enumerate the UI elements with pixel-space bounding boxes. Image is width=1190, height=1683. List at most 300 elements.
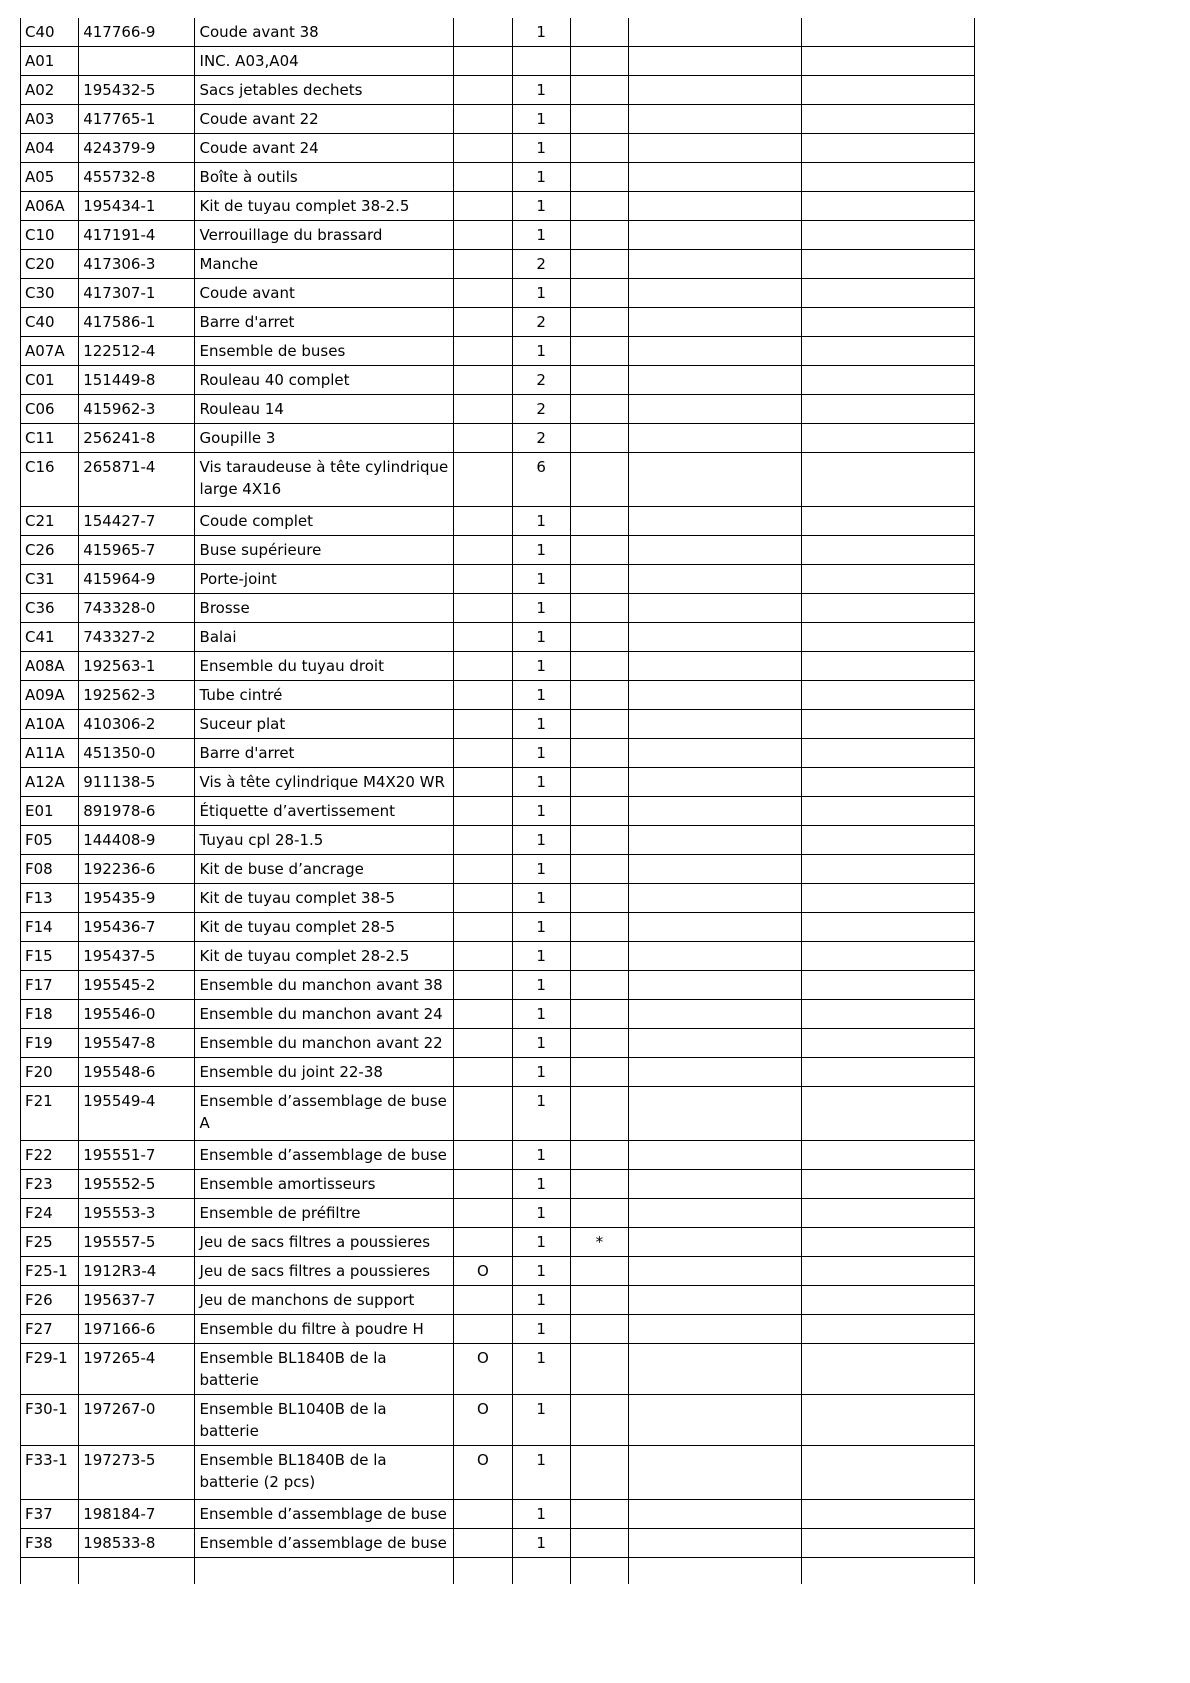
option-mark-cell bbox=[454, 18, 512, 47]
item-number-cell: F18 bbox=[21, 1000, 79, 1029]
blank-cell bbox=[802, 710, 975, 739]
table-row bbox=[21, 1344, 975, 1395]
blank-cell bbox=[628, 623, 802, 652]
note-cell bbox=[570, 855, 628, 884]
blank-cell bbox=[802, 453, 975, 507]
quantity-cell: 1 bbox=[512, 681, 570, 710]
part-number-cell: 417586-1 bbox=[79, 308, 194, 337]
quantity-cell: 1 bbox=[512, 971, 570, 1000]
description-cell bbox=[194, 1558, 454, 1584]
option-mark-cell bbox=[454, 1228, 512, 1257]
table-row bbox=[21, 565, 975, 594]
item-number-cell: A09A bbox=[21, 681, 79, 710]
description-cell: Ensemble du filtre à poudre H bbox=[194, 1315, 454, 1344]
option-mark-cell bbox=[454, 221, 512, 250]
note-cell bbox=[570, 681, 628, 710]
table-row bbox=[21, 1395, 975, 1446]
description-cell: Tuyau cpl 28-1.5 bbox=[194, 826, 454, 855]
item-number-cell: F17 bbox=[21, 971, 79, 1000]
description-cell: INC. A03,A04 bbox=[194, 47, 454, 76]
blank-cell bbox=[628, 250, 802, 279]
quantity-cell: 2 bbox=[512, 308, 570, 337]
item-number-cell: C10 bbox=[21, 221, 79, 250]
description-cell: Ensemble BL1840B de la batterie bbox=[194, 1344, 454, 1395]
description-cell: Ensemble de préfiltre bbox=[194, 1199, 454, 1228]
blank-cell bbox=[802, 47, 975, 76]
part-number-cell bbox=[79, 47, 194, 76]
description-cell: Ensemble amortisseurs bbox=[194, 1170, 454, 1199]
blank-cell bbox=[628, 192, 802, 221]
item-number-cell: E01 bbox=[21, 797, 79, 826]
blank-cell bbox=[628, 395, 802, 424]
blank-cell bbox=[802, 855, 975, 884]
part-number-cell: 192562-3 bbox=[79, 681, 194, 710]
quantity-cell: 1 bbox=[512, 1141, 570, 1170]
blank-cell bbox=[802, 1199, 975, 1228]
table-row bbox=[21, 1257, 975, 1286]
blank-cell bbox=[628, 1000, 802, 1029]
note-cell bbox=[570, 739, 628, 768]
note-cell bbox=[570, 424, 628, 453]
part-number-cell: 197267-0 bbox=[79, 1395, 194, 1446]
blank-cell bbox=[628, 1141, 802, 1170]
blank-cell bbox=[802, 1558, 975, 1584]
blank-cell bbox=[628, 308, 802, 337]
description-cell: Sacs jetables dechets bbox=[194, 76, 454, 105]
quantity-cell: 1 bbox=[512, 1000, 570, 1029]
option-mark-cell bbox=[454, 971, 512, 1000]
option-mark-cell bbox=[454, 1529, 512, 1558]
description-cell: Ensemble BL1040B de la batterie bbox=[194, 1395, 454, 1446]
item-number-cell: A08A bbox=[21, 652, 79, 681]
quantity-cell: 1 bbox=[512, 221, 570, 250]
option-mark-cell: O bbox=[454, 1344, 512, 1395]
note-cell bbox=[570, 1141, 628, 1170]
option-mark-cell bbox=[454, 337, 512, 366]
quantity-cell: 1 bbox=[512, 536, 570, 565]
quantity-cell: 1 bbox=[512, 826, 570, 855]
blank-cell bbox=[802, 1087, 975, 1141]
option-mark-cell bbox=[454, 192, 512, 221]
quantity-cell: 6 bbox=[512, 453, 570, 507]
quantity-cell: 1 bbox=[512, 163, 570, 192]
blank-cell bbox=[628, 76, 802, 105]
table-row bbox=[21, 1058, 975, 1087]
blank-cell bbox=[628, 710, 802, 739]
note-cell bbox=[570, 884, 628, 913]
item-number-cell: F20 bbox=[21, 1058, 79, 1087]
blank-cell bbox=[628, 1344, 802, 1395]
item-number-cell: A12A bbox=[21, 768, 79, 797]
note-cell bbox=[570, 826, 628, 855]
part-number-cell: 197166-6 bbox=[79, 1315, 194, 1344]
blank-cell bbox=[802, 1395, 975, 1446]
option-mark-cell bbox=[454, 826, 512, 855]
blank-cell bbox=[802, 279, 975, 308]
option-mark-cell bbox=[454, 1087, 512, 1141]
item-number-cell: F21 bbox=[21, 1087, 79, 1141]
blank-cell bbox=[628, 652, 802, 681]
blank-cell bbox=[802, 826, 975, 855]
note-cell bbox=[570, 710, 628, 739]
option-mark-cell bbox=[454, 565, 512, 594]
table-row bbox=[21, 855, 975, 884]
description-cell: Barre d'arret bbox=[194, 308, 454, 337]
blank-cell bbox=[628, 826, 802, 855]
option-mark-cell bbox=[454, 1058, 512, 1087]
quantity-cell: 1 bbox=[512, 18, 570, 47]
description-cell: Rouleau 40 complet bbox=[194, 366, 454, 395]
part-number-cell: 415965-7 bbox=[79, 536, 194, 565]
note-cell bbox=[570, 536, 628, 565]
table-row bbox=[21, 279, 975, 308]
blank-cell bbox=[628, 884, 802, 913]
part-number-cell: 195553-3 bbox=[79, 1199, 194, 1228]
blank-cell bbox=[628, 739, 802, 768]
table-row bbox=[21, 739, 975, 768]
part-number-cell: 154427-7 bbox=[79, 507, 194, 536]
blank-cell bbox=[802, 395, 975, 424]
blank-cell bbox=[628, 681, 802, 710]
item-number-cell: C40 bbox=[21, 308, 79, 337]
note-cell: * bbox=[570, 1228, 628, 1257]
blank-cell bbox=[628, 1058, 802, 1087]
quantity-cell: 1 bbox=[512, 1257, 570, 1286]
option-mark-cell bbox=[454, 913, 512, 942]
item-number-cell: A03 bbox=[21, 105, 79, 134]
table-row bbox=[21, 768, 975, 797]
item-number-cell: C11 bbox=[21, 424, 79, 453]
item-number-cell: C40 bbox=[21, 18, 79, 47]
option-mark-cell bbox=[454, 395, 512, 424]
part-number-cell: 417306-3 bbox=[79, 250, 194, 279]
quantity-cell: 1 bbox=[512, 1500, 570, 1529]
quantity-cell: 1 bbox=[512, 192, 570, 221]
blank-cell bbox=[802, 565, 975, 594]
item-number-cell: C16 bbox=[21, 453, 79, 507]
item-number-cell: A04 bbox=[21, 134, 79, 163]
description-cell: Ensemble d’assemblage de buse A bbox=[194, 1087, 454, 1141]
table-row bbox=[21, 594, 975, 623]
blank-cell bbox=[628, 1170, 802, 1199]
option-mark-cell bbox=[454, 1170, 512, 1199]
part-number-cell: 455732-8 bbox=[79, 163, 194, 192]
description-cell: Ensemble du manchon avant 38 bbox=[194, 971, 454, 1000]
description-cell: Kit de tuyau complet 38-2.5 bbox=[194, 192, 454, 221]
table-row bbox=[21, 710, 975, 739]
blank-cell bbox=[802, 652, 975, 681]
option-mark-cell: O bbox=[454, 1446, 512, 1500]
blank-cell bbox=[802, 366, 975, 395]
table-row bbox=[21, 1199, 975, 1228]
option-mark-cell bbox=[454, 163, 512, 192]
blank-cell bbox=[802, 594, 975, 623]
description-cell: Vis à tête cylindrique M4X20 WR bbox=[194, 768, 454, 797]
blank-cell bbox=[628, 855, 802, 884]
option-mark-cell bbox=[454, 134, 512, 163]
option-mark-cell bbox=[454, 623, 512, 652]
part-number-cell bbox=[79, 1558, 194, 1584]
table-row bbox=[21, 884, 975, 913]
blank-cell bbox=[628, 768, 802, 797]
option-mark-cell bbox=[454, 1500, 512, 1529]
quantity-cell bbox=[512, 47, 570, 76]
description-cell: Ensemble de buses bbox=[194, 337, 454, 366]
blank-cell bbox=[628, 1228, 802, 1257]
option-mark-cell bbox=[454, 855, 512, 884]
description-cell: Ensemble du manchon avant 22 bbox=[194, 1029, 454, 1058]
table-row bbox=[21, 1170, 975, 1199]
item-number-cell: A10A bbox=[21, 710, 79, 739]
option-mark-cell bbox=[454, 1141, 512, 1170]
part-number-cell: 195552-5 bbox=[79, 1170, 194, 1199]
table-row bbox=[21, 536, 975, 565]
table-row bbox=[21, 395, 975, 424]
option-mark-cell bbox=[454, 366, 512, 395]
note-cell bbox=[570, 1500, 628, 1529]
note-cell bbox=[570, 565, 628, 594]
note-cell bbox=[570, 1058, 628, 1087]
part-number-cell: 911138-5 bbox=[79, 768, 194, 797]
description-cell: Kit de buse d’ancrage bbox=[194, 855, 454, 884]
quantity-cell: 1 bbox=[512, 134, 570, 163]
table-row bbox=[21, 1315, 975, 1344]
blank-cell bbox=[802, 308, 975, 337]
table-row bbox=[21, 681, 975, 710]
part-number-cell: 195434-1 bbox=[79, 192, 194, 221]
description-cell: Ensemble d’assemblage de buse bbox=[194, 1529, 454, 1558]
note-cell bbox=[570, 134, 628, 163]
part-number-cell: 144408-9 bbox=[79, 826, 194, 855]
part-number-cell: 195549-4 bbox=[79, 1087, 194, 1141]
option-mark-cell bbox=[454, 797, 512, 826]
blank-cell bbox=[802, 1228, 975, 1257]
note-cell bbox=[570, 76, 628, 105]
part-number-cell: 415964-9 bbox=[79, 565, 194, 594]
part-number-cell: 417766-9 bbox=[79, 18, 194, 47]
table-row bbox=[21, 1000, 975, 1029]
blank-cell bbox=[802, 623, 975, 652]
item-number-cell: F23 bbox=[21, 1170, 79, 1199]
option-mark-cell bbox=[454, 1029, 512, 1058]
blank-cell bbox=[628, 1087, 802, 1141]
item-number-cell: F38 bbox=[21, 1529, 79, 1558]
part-number-cell: 195435-9 bbox=[79, 884, 194, 913]
item-number-cell: F37 bbox=[21, 1500, 79, 1529]
blank-cell bbox=[802, 221, 975, 250]
note-cell bbox=[570, 971, 628, 1000]
description-cell: Tube cintré bbox=[194, 681, 454, 710]
item-number-cell: F05 bbox=[21, 826, 79, 855]
blank-cell bbox=[628, 105, 802, 134]
quantity-cell: 1 bbox=[512, 797, 570, 826]
description-cell: Brosse bbox=[194, 594, 454, 623]
note-cell bbox=[570, 652, 628, 681]
description-cell: Ensemble d’assemblage de buse bbox=[194, 1141, 454, 1170]
table-row bbox=[21, 47, 975, 76]
note-cell bbox=[570, 1257, 628, 1286]
option-mark-cell bbox=[454, 105, 512, 134]
table-row bbox=[21, 797, 975, 826]
part-number-cell: 122512-4 bbox=[79, 337, 194, 366]
item-number-cell: C31 bbox=[21, 565, 79, 594]
quantity-cell: 1 bbox=[512, 1228, 570, 1257]
table-row bbox=[21, 18, 975, 47]
quantity-cell: 1 bbox=[512, 337, 570, 366]
table-row bbox=[21, 250, 975, 279]
part-number-cell: 417765-1 bbox=[79, 105, 194, 134]
table-row bbox=[21, 1029, 975, 1058]
option-mark-cell bbox=[454, 1286, 512, 1315]
blank-cell bbox=[802, 1315, 975, 1344]
description-cell: Ensemble du tuyau droit bbox=[194, 652, 454, 681]
blank-cell bbox=[802, 250, 975, 279]
table-row bbox=[21, 366, 975, 395]
part-number-cell: 195551-7 bbox=[79, 1141, 194, 1170]
option-mark-cell bbox=[454, 710, 512, 739]
blank-cell bbox=[628, 594, 802, 623]
blank-cell bbox=[802, 1141, 975, 1170]
blank-cell bbox=[628, 1529, 802, 1558]
part-number-cell: 192563-1 bbox=[79, 652, 194, 681]
table-row bbox=[21, 1286, 975, 1315]
description-cell: Ensemble du joint 22-38 bbox=[194, 1058, 454, 1087]
item-number-cell: A05 bbox=[21, 163, 79, 192]
item-number-cell: F24 bbox=[21, 1199, 79, 1228]
blank-cell bbox=[802, 681, 975, 710]
blank-cell bbox=[802, 1446, 975, 1500]
option-mark-cell bbox=[454, 453, 512, 507]
option-mark-cell bbox=[454, 308, 512, 337]
note-cell bbox=[570, 1315, 628, 1344]
part-number-cell: 195546-0 bbox=[79, 1000, 194, 1029]
option-mark-cell bbox=[454, 76, 512, 105]
description-cell: Goupille 3 bbox=[194, 424, 454, 453]
note-cell bbox=[570, 1170, 628, 1199]
note-cell bbox=[570, 250, 628, 279]
item-number-cell: C06 bbox=[21, 395, 79, 424]
blank-cell bbox=[802, 536, 975, 565]
option-mark-cell bbox=[454, 768, 512, 797]
blank-cell bbox=[802, 1058, 975, 1087]
quantity-cell: 1 bbox=[512, 855, 570, 884]
description-cell: Balai bbox=[194, 623, 454, 652]
table-row bbox=[21, 971, 975, 1000]
part-number-cell: 265871-4 bbox=[79, 453, 194, 507]
part-number-cell: 195548-6 bbox=[79, 1058, 194, 1087]
part-number-cell: 417307-1 bbox=[79, 279, 194, 308]
option-mark-cell bbox=[454, 1315, 512, 1344]
blank-cell bbox=[628, 453, 802, 507]
option-mark-cell bbox=[454, 884, 512, 913]
quantity-cell: 1 bbox=[512, 1170, 570, 1199]
quantity-cell: 1 bbox=[512, 652, 570, 681]
description-cell: Barre d'arret bbox=[194, 739, 454, 768]
part-number-cell: 256241-8 bbox=[79, 424, 194, 453]
note-cell bbox=[570, 1286, 628, 1315]
table-row bbox=[21, 1500, 975, 1529]
part-number-cell: 151449-8 bbox=[79, 366, 194, 395]
quantity-cell: 1 bbox=[512, 623, 570, 652]
note-cell bbox=[570, 47, 628, 76]
quantity-cell: 1 bbox=[512, 710, 570, 739]
description-cell: Coude avant bbox=[194, 279, 454, 308]
table-row bbox=[21, 221, 975, 250]
description-cell: Manche bbox=[194, 250, 454, 279]
item-number-cell: C26 bbox=[21, 536, 79, 565]
description-cell: Jeu de sacs filtres a poussieres bbox=[194, 1228, 454, 1257]
quantity-cell: 1 bbox=[512, 913, 570, 942]
table-body bbox=[21, 18, 975, 1584]
note-cell bbox=[570, 395, 628, 424]
table-row bbox=[21, 76, 975, 105]
part-number-cell: 1912R3-4 bbox=[79, 1257, 194, 1286]
note-cell bbox=[570, 1558, 628, 1584]
blank-cell bbox=[802, 105, 975, 134]
quantity-cell: 1 bbox=[512, 884, 570, 913]
note-cell bbox=[570, 192, 628, 221]
description-cell: Coude complet bbox=[194, 507, 454, 536]
description-cell: Jeu de sacs filtres a poussieres bbox=[194, 1257, 454, 1286]
description-cell: Kit de tuyau complet 38-5 bbox=[194, 884, 454, 913]
blank-cell bbox=[628, 1446, 802, 1500]
blank-cell bbox=[628, 221, 802, 250]
blank-cell bbox=[802, 884, 975, 913]
part-number-cell: 195436-7 bbox=[79, 913, 194, 942]
item-number-cell: F25-1 bbox=[21, 1257, 79, 1286]
quantity-cell: 1 bbox=[512, 739, 570, 768]
blank-cell bbox=[802, 134, 975, 163]
part-number-cell: 743327-2 bbox=[79, 623, 194, 652]
part-number-cell: 198184-7 bbox=[79, 1500, 194, 1529]
note-cell bbox=[570, 1029, 628, 1058]
quantity-cell: 1 bbox=[512, 1529, 570, 1558]
item-number-cell: F30-1 bbox=[21, 1395, 79, 1446]
quantity-cell: 1 bbox=[512, 76, 570, 105]
note-cell bbox=[570, 913, 628, 942]
blank-cell bbox=[802, 971, 975, 1000]
note-cell bbox=[570, 1087, 628, 1141]
quantity-cell: 2 bbox=[512, 366, 570, 395]
option-mark-cell bbox=[454, 47, 512, 76]
option-mark-cell bbox=[454, 594, 512, 623]
blank-cell bbox=[802, 1257, 975, 1286]
table-row bbox=[21, 942, 975, 971]
blank-cell bbox=[802, 424, 975, 453]
table-row bbox=[21, 1529, 975, 1558]
blank-cell bbox=[628, 797, 802, 826]
quantity-cell: 1 bbox=[512, 507, 570, 536]
table-row bbox=[21, 652, 975, 681]
option-mark-cell bbox=[454, 1000, 512, 1029]
blank-cell bbox=[802, 507, 975, 536]
note-cell bbox=[570, 1529, 628, 1558]
item-number-cell: F14 bbox=[21, 913, 79, 942]
table-row bbox=[21, 424, 975, 453]
blank-cell bbox=[628, 366, 802, 395]
note-cell bbox=[570, 105, 628, 134]
part-number-cell: 195437-5 bbox=[79, 942, 194, 971]
description-cell: Buse supérieure bbox=[194, 536, 454, 565]
note-cell bbox=[570, 1000, 628, 1029]
blank-cell bbox=[628, 1029, 802, 1058]
quantity-cell: 2 bbox=[512, 424, 570, 453]
item-number-cell: A06A bbox=[21, 192, 79, 221]
quantity-cell: 1 bbox=[512, 1395, 570, 1446]
blank-cell bbox=[802, 1000, 975, 1029]
item-number-cell: A11A bbox=[21, 739, 79, 768]
item-number-cell: C41 bbox=[21, 623, 79, 652]
